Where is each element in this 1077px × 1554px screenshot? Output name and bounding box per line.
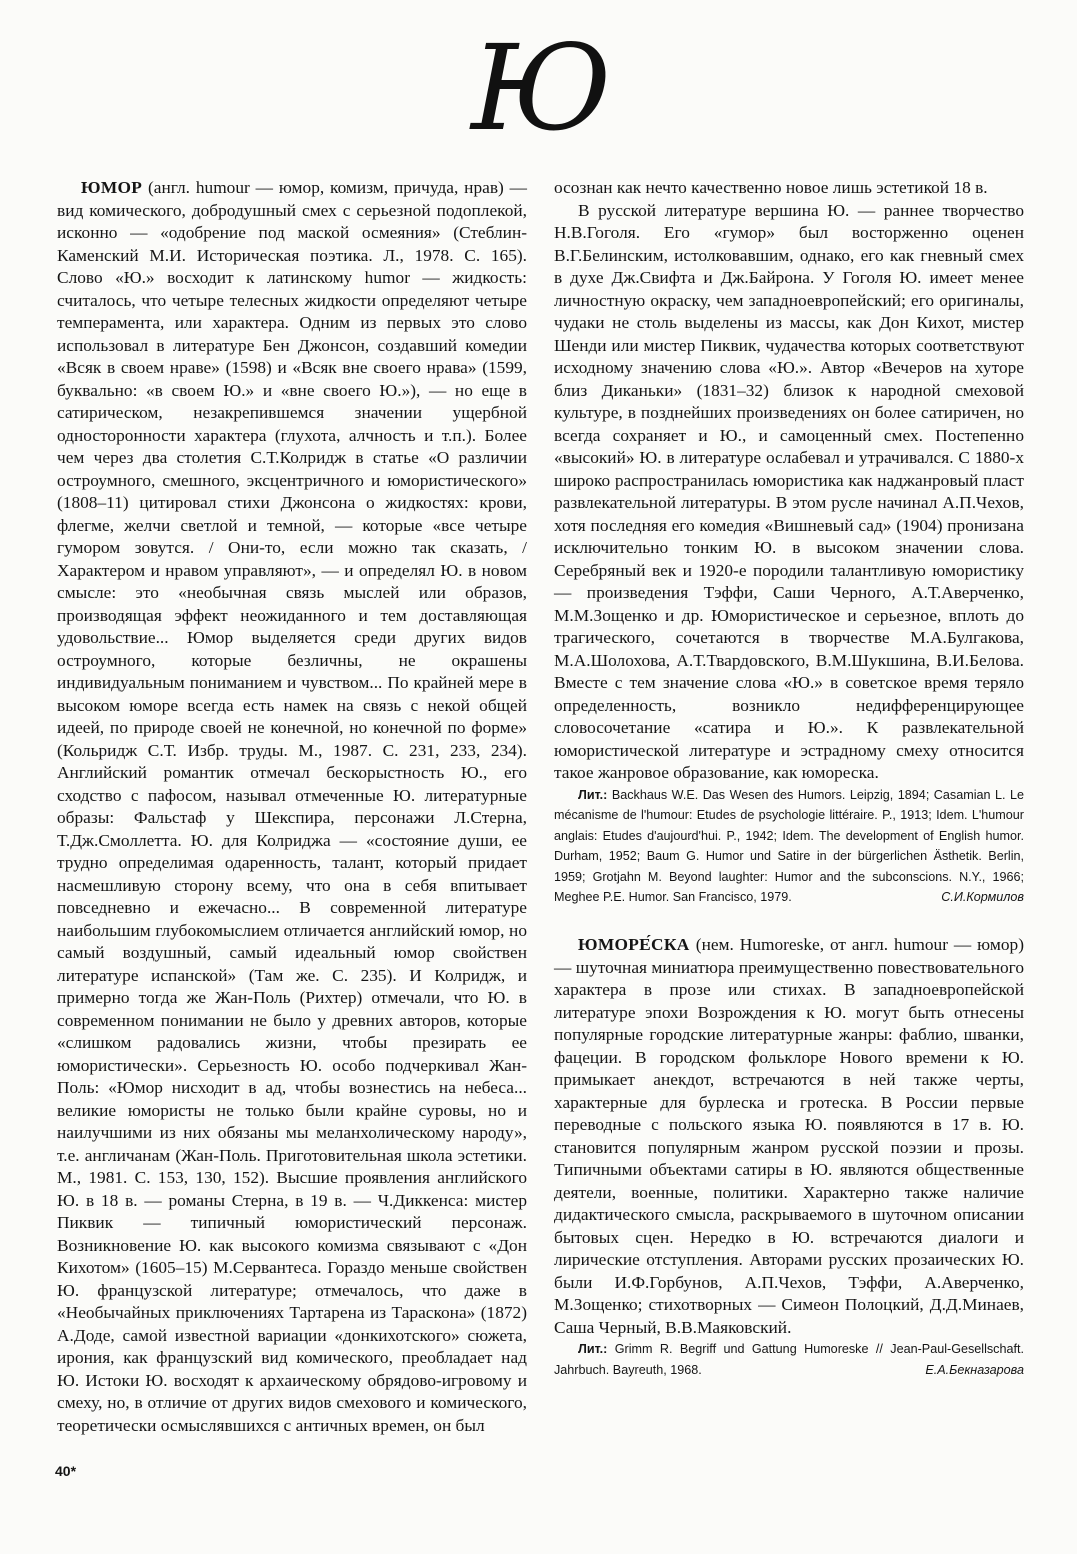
section-letter: Ю <box>471 19 606 157</box>
page-folio: 40* <box>55 1463 77 1479</box>
entry-yumoreska-paragraph-1 <box>554 934 1024 1339</box>
entry-yumoreska-literature <box>554 1339 1024 1380</box>
entry-yumor-author: С.И.Кормилов <box>941 890 1024 905</box>
entry-yumor-paragraph-2: В русской литературе вершина Ю. — раннее творчество Н.В.Гоголя. Его «гумор» был восторженно оценен В.Г.Белинским, истолковавшим, однако, его как гневный смех в духе Дж.Свифта и Дж.Байрона. У Гоголя Ю. имеет менее личностную окраску, чем западноевропейский; его оригиналы, чудаки не столь выделены из массы, как Дон Кихот, мистер Шенди или мистер Пиквик, чудачества которых соответствуют исходному значению слова «Ю.». Автор «Вечеров на хуторе близ Диканьки» (1831–32) близок к народной смеховой культуре, в позднейших произведениях он более сатиричен, но всегда сохраняет и Ю., и самоценный смех. Постепенно «высокий» Ю. в литературе ослабевал и утрачивался. С 1880-х широко распространилась юмористика как наджанровый пласт развлекательной литературы. В этом русле начинал А.П.Чехов, хотя последняя его комедия «Вишневый сад» (1904) пронизана исключительно тонким Ю. в высоком значении слова. Серебряный век и 1920-е породили талантливую юмористику — произведения Тэффи, Саши Черного, А.Т.Аверченко, М.М.Зощенко и др. Юмористическое и серьезное, вплоть до трагического, сочетаются в творчестве М.А.Булгакова, М.А.Шолохова, А.Т.Твардовского, В.М.Шукшина, В.И.Белова. Вместе с тем значение слова «Ю.» в советское время теряло определенность, возникло недифференцирующее словосочетание «сатира и Ю.». К развлекательной юмористической литературе и эстрадному смеху относится такое жанровое образование, как юмореска. <box>554 200 1024 782</box>
headword-yumoreska: ЮМОРЕ́СКА <box>578 935 696 955</box>
literature-text: Grimm R. Begriff und Gattung Humoreske // Jean-Paul-Gesellschaft. Jahrbuch. Bayreuth, 1968. <box>554 1342 1024 1377</box>
literature-label: Лит.: <box>578 787 612 802</box>
entry-yumor-text-1-continued: осознан как нечто качественно новое лишь эстетикой 18 в. <box>554 178 988 197</box>
headword-yumor: ЮМОР <box>81 178 143 197</box>
literature-text: Backhaus W.E. Das Wesen des Humors. Leipzig, 1894; Casamian L. Le mécanisme de l'humour: Etudes de psychologie littéraire. P., 1913; Idem. L'humour anglais: Etudes d'aujourd'hui. P., 1942; Idem. The development of English humor. Durham, 1952; Baum G. Humor und Satire in der bürgerlichen Ästhetik. Berlin, 1959; Grotjahn M. Beyond laughter: Humor and the subconscions. N.Y., 1966; Meghee P.E. Humor. San Francisco, 1979. <box>554 787 1024 905</box>
column-right <box>554 177 1024 1380</box>
entry-yumor-paragraph-1 <box>57 177 527 1437</box>
entry-yumoreska-text-1: (нем. Humoreske, от англ. humour — юмор) — шуточная миниатюра преимущественно повествовательного характера в прозе или стихах. В западноевропейской литературе эпохи Возрождения к Ю. могут быть отнесены популярные городские литературные жанры: фаблио, шванки, фацеции. В городском фольклоре Нового времени к Ю. примыкает анекдот, встречаются в ней также черты, характерные для бурлеска и гротеска. В России первые переводные с польского языка Ю. появляются в 17 в. Ю. становится популярным жанром русской поэзии и прозы. Типичными объектами сатиры в Ю. являются общественные деятели, военные, политики. Характерно также наличие дидактического смысла, раскрываемого в шуточном описании бытовых сцен. Нередко в Ю. встречаются диалоги и лирические отступления. Авторами русских прозаических Ю. были И.Ф.Горбунов, А.П.Чехов, Тэффи, А.Аверченко, М.Зощенко; стихотворных — Симеон Полоцкий, Д.Д.Минаев, Саша Черный, В.В.Маяковский. <box>554 935 1024 1337</box>
entry-gap <box>554 908 1024 934</box>
entry-yumor-paragraph-1-continued <box>554 177 1024 200</box>
entry-yumoreska-author: Е.А.Бекназарова <box>925 1362 1024 1377</box>
literature-label: Лит.: <box>578 1342 615 1357</box>
column-left <box>57 177 527 1437</box>
entry-yumor-text-1: (англ. humour — юмор, комизм, причуда, нрав) — вид комического, добродушный смех с серьезной подоплекой, исконно — «одобрение под маской осмеяния» (Стеблин-Каменский М.И. Историческая поэтика. Л., 1978. С. 165). Слово «Ю.» восходит к латинскому humor — жидкость: считалось, что четыре телесных жидкости определяют четыре темперамента, или характера. Одним из первых это слово использовал в литературе Бен Джонсон, создавший комедии «Всяк в своем нраве» (1598) и «Всяк вне своего нрава» (1599, буквально: «в своем Ю.» и «вне своего Ю.»), — но еще в сатирическом, незакрепившемся значении ущербной односторонности характера (глухота, алчность и т.п.). Более чем через два столетия С.Т.Колридж в статье «О различии остроумного, смешного, эксцентричного и юмористического» (1808–11) цитировал стихи Джонсона о жидкостях: крови, флегме, желчи светлой и темной, — которые «все четыре гумором зовутся. / Они-то, если можно так сказать, / Характером и нравом управляют», — и определял Ю. в новом смысле: это «необычная связь мыслей или образов, производящая эффект неожиданного и тем доставляющая удовольствие... Юмор выделяется среди других видов остроумного, которые безличны, не окрашены индивидуальным пониманием и чувством... По крайней мере в высоком юморе всегда есть намек на связь с некой общей идеей, по природе своей не конечной, но конечной по форме» (Кольридж С.Т. Избр. труды. М., 1987. С. 231, 233, 234). Английский романтик отмечал бескорыстность Ю., его сходство с пафосом, называл отмеченные Ю. литературные образы: Фальстаф у Шекспира, персонажи Л.Стерна, Т.Дж.Смоллетта. Ю. для Колриджа — «состояние души, ее трудно определимая одаренность, талант, который придает насмешливую сторону всему, что она в себя впитывает повседневно и ежечасно... В современной литературе наибольшим глубокомыслием отличается английский юмор, но самый воздушный, самый идеальный юмор свойствен литературе испанской» (Там же. С. 235). И Колридж, и примерно тогда же Жан-Поль (Рихтер) отмечали, что Ю. в современном понимании не было у древних авторов, которые «слишком радовались жизни, чтобы презирать ее юмористически». Серьезность Ю. особо подчеркивал Жан-Поль: «Юмор нисходит в ад, чтобы вознестись на небеса... великие юмористы не только были крайне суровы, но и наилучшими из них обязаны мы меланхолическому народу», т.е. англичанам (Жан-Поль. Приготовительная школа эстетики. М., 1981. С. 153, 130, 152). Высшие проявления английского Ю. в 18 в. — романы Стерна, в 19 в. — Ч.Диккенса: мистер Пиквик — типичный юмористический персонаж. Возникновение Ю. как высокого комизма связывают с «Дон Кихотом» (1605–15) М.Сервантеса. Гораздо меньше свойствен Ю. французской литературе; отмечалось, что даже в «Необычайных приключениях Тартарена из Тараскона» (1872) А.Доде, самой известной вариации «донкихотского» сюжета, ирония, как французский вид комического, преобладает над Ю. Истоки Ю. восходят к архаическому обрядово-игровому и смеху, но, в отличие от других видов смехового и комического, теоретически осмыслявшихся с античных времен, он был <box>57 178 527 1435</box>
entry-yumor-literature <box>554 785 1024 909</box>
